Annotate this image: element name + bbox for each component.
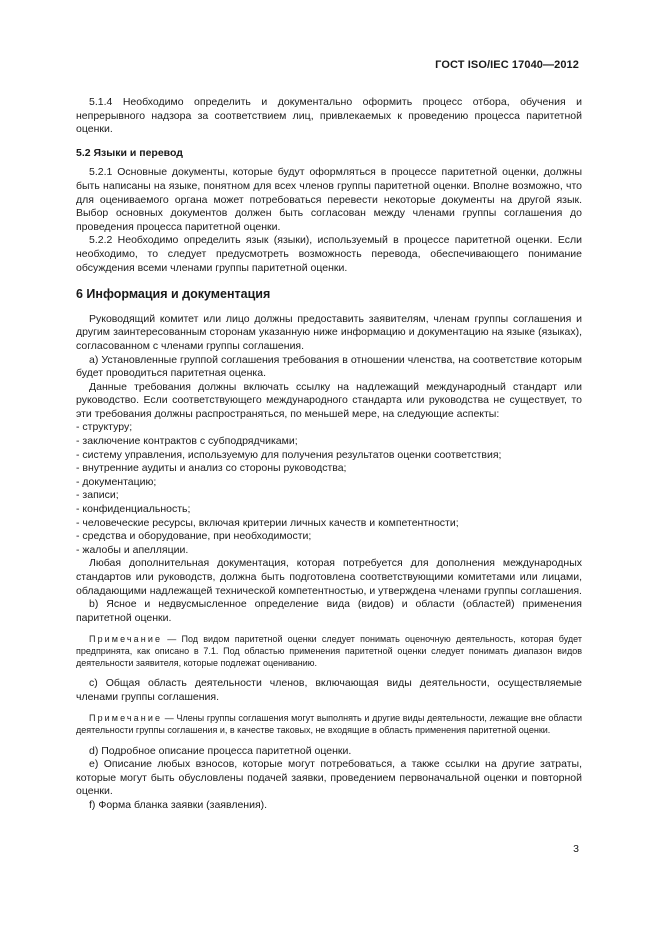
note-label: Примечание bbox=[89, 634, 163, 645]
page-number: 3 bbox=[573, 843, 579, 855]
clause-5-1-4: 5.1.4 Необходимо определить и документально оформить процесс отбора, обучения и непрерывного надзора за соответствием лиц, привлекаемых к проведению процесса паритетной оценки. bbox=[76, 96, 582, 136]
section-heading-5-2: 5.2 Языки и перевод bbox=[76, 146, 183, 159]
list-item: - структуру; bbox=[76, 421, 582, 435]
list-item: - средства и оборудование, при необходимости; bbox=[76, 530, 582, 544]
item-e: e) Описание любых взносов, которые могут потребоваться, а также ссылки на другие затраты, которые могут быть обусловлены подачей заявки, проведением первоначальной оценки и повторной оценки. bbox=[76, 758, 582, 798]
note-2 bbox=[76, 713, 582, 736]
item-d: d) Подробное описание процесса паритетной оценки. bbox=[89, 744, 352, 757]
list-item: - записи; bbox=[76, 489, 582, 503]
section-heading-6: 6 Информация и документация bbox=[76, 287, 271, 302]
aspects-list bbox=[76, 421, 582, 557]
item-f: f) Форма бланка заявки (заявления). bbox=[89, 798, 268, 811]
clause-5-2-1: 5.2.1 Основные документы, которые будут оформляться в процессе паритетной оценки, должны быть написаны на языке, понятном для всех членов группы паритетной оценки. Вполне возможно, что для оцениваемого органа может потребоваться перевести некоторые документы на другой язык. Выбор основных документов должен быть согласован между членами группы соглашения до проведения процесса паритетной оценки. bbox=[76, 166, 582, 233]
item-a: a) Установленные группой соглашения требования в отношении членства, на соответствие которым будет проводиться паритетная оценка. bbox=[76, 353, 582, 380]
document-body bbox=[76, 96, 582, 813]
item-a-continuation: Данные требования должны включать ссылку на надлежащий международный стандарт или руководство. Если соответствующего международного стандарта или руководства не существует, то эти требования должны распространяться, по меньшей мере, на следующие аспекты: bbox=[76, 380, 582, 420]
note-1 bbox=[76, 634, 582, 669]
note-2-text: — Члены группы соглашения могут выполнять и другие виды деятельности, лежащие вне области деятельности группы соглашения и, в качестве таковых, не входящие в область применения паритетной оценки. bbox=[76, 713, 582, 735]
list-item: - документацию; bbox=[76, 476, 582, 490]
list-item: - жалобы и апелляции. bbox=[76, 544, 582, 558]
list-item: - заключение контрактов с субподрядчиками; bbox=[76, 435, 582, 449]
clause-5-2-2: 5.2.2 Необходимо определить язык (языки), используемый в процессе паритетной оценки. Если необходимо, то следует предусмотреть возможность перевода, обеспечивающего понимание обсуждения всеми членами группы паритетной оценки. bbox=[76, 234, 582, 274]
item-c: c) Общая область деятельности членов, включающая виды деятельности, осуществляемые членами группы соглашения. bbox=[76, 677, 582, 703]
item-b: b) Ясное и недвусмысленное определение вида (видов) и области (областей) применения паритетной оценки. bbox=[76, 598, 582, 624]
list-item: - внутренние аудиты и анализ со стороны руководства; bbox=[76, 462, 582, 476]
section-6-intro: Руководящий комитет или лицо должны предоставить заявителям, членам группы соглашения и другим заинтересованным сторонам указанную ниже информацию и документацию на языке (языках), согласованном с членами группы соглашения. bbox=[76, 312, 582, 352]
note-1-text: — Под видом паритетной оценки следует понимать оценочную деятельность, которая будет предпринята, как описано в 7.1. Под областью применения паритетной оценки следует понимать диапазон видов деятельности заявителя, которые подлежат оцениванию. bbox=[76, 634, 582, 668]
additional-documentation: Любая дополнительная документация, которая потребуется для дополнения международных стандартов или руководств, должна быть подготовлена соответствующими комитетами или лицами, обладающими надлежащей технической компетентностью, и утверждена членами группы соглашения. bbox=[76, 557, 582, 597]
document-header: ГОСТ ISO/IEC 17040—2012 bbox=[435, 59, 579, 71]
list-item: - систему управления, используемую для получения результатов оценки соответствия; bbox=[76, 449, 582, 463]
list-item: - конфиденциальность; bbox=[76, 503, 582, 517]
note-label: Примечание bbox=[89, 713, 163, 724]
list-item: - человеческие ресурсы, включая критерии личных качеств и компетентности; bbox=[76, 517, 582, 531]
